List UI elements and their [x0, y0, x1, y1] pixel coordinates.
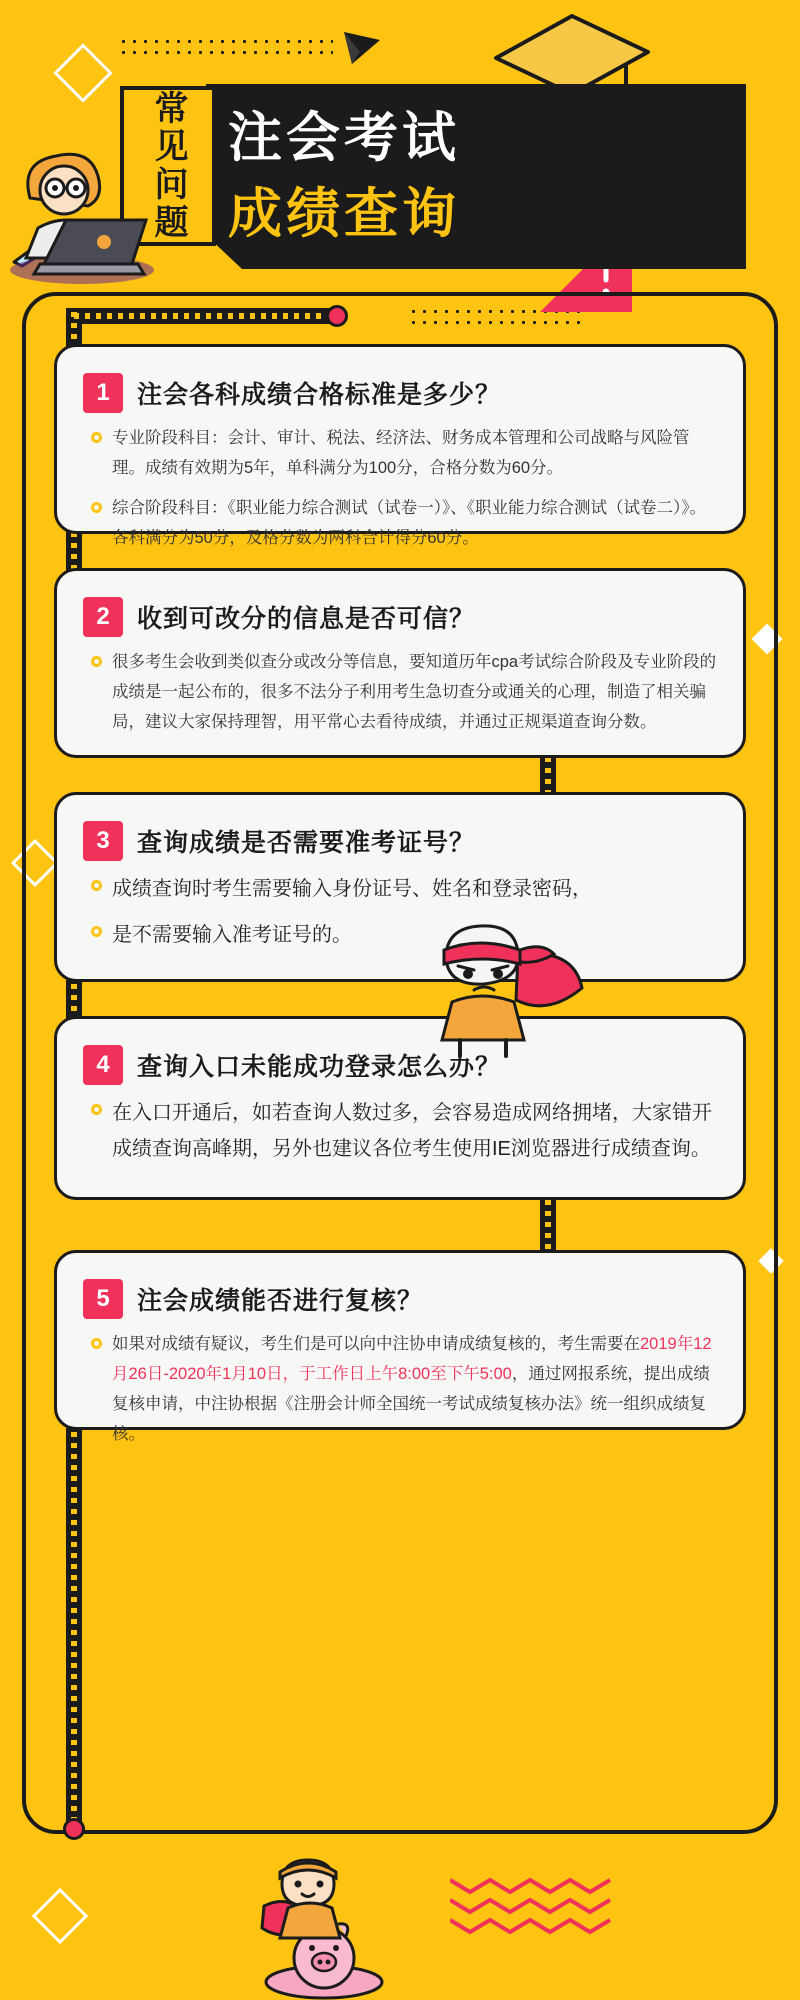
bullet-dot-icon [91, 880, 102, 891]
header-tag-label: 常见问题 [149, 90, 187, 242]
faq-card-1 [54, 344, 746, 547]
zigzag-pattern [450, 1872, 630, 1942]
faq-number-4: 4 [83, 1045, 123, 1085]
bullet-text-highlight: 2019年12月26日-2020年1月10日，于工作日上午8:00至下午5:00 [112, 1335, 712, 1383]
cable-dash-bottom [71, 1432, 77, 1824]
bullet-text: 在入口开通后，如若查询人数过多，会容易造成网络拥堵，大家错开成绩查询高峰期，另外也建议各位考生使用IE浏览器进行成绩查询。 [112, 1102, 712, 1160]
faq-question-3: 查询成绩是否需要准考证号？ [137, 829, 476, 857]
diamond-outline-3 [32, 1888, 89, 1945]
bullet-dot-icon [91, 502, 102, 513]
bullet-dot-icon [91, 656, 102, 667]
bullet-dot-icon [91, 432, 102, 443]
diamond-outline-1 [53, 43, 112, 102]
faq-card-1-bullets [91, 423, 717, 553]
list-item [91, 493, 717, 553]
faq-number-2: 2 [83, 597, 123, 637]
title-line-1: 注会考试 [228, 108, 460, 168]
list-item [91, 647, 717, 737]
student-character [4, 128, 164, 288]
list-item [91, 871, 717, 907]
bullet-dot-icon [91, 926, 102, 937]
bullet-dot-icon [91, 1104, 102, 1115]
bullet-dot-icon [91, 1338, 102, 1349]
cable-endpoint-top [326, 305, 348, 327]
dot-pattern-top [118, 36, 333, 62]
faq-number-3: 3 [83, 821, 123, 861]
faq-card-2 [54, 568, 746, 758]
faq-card-2-head [83, 597, 717, 637]
bullet-text: 是不需要输入准考证号的。 [112, 924, 352, 946]
faq-question-2: 收到可改分的信息是否可信？ [137, 605, 476, 633]
faq-number-1: 1 [83, 373, 123, 413]
list-item [91, 1095, 717, 1167]
cable-endpoint-bottom [63, 1818, 85, 1840]
list-item [91, 1329, 717, 1449]
bullet-text-part-3: ，通过网报系统，提出成绩复核申请，中注协根据《注册会计师全国统一考试成绩复核办法》统一组织成绩复核。 [112, 1365, 710, 1443]
page-title [228, 100, 728, 252]
bullet-text-part-1: 如果对成绩有疑议，考生们是可以向中注协申请成绩复核的，考生需要在 [112, 1335, 640, 1353]
faq-card-2-bullets [91, 647, 717, 737]
faq-question-1: 注会各科成绩合格标准是多少？ [137, 381, 502, 409]
faq-card-3-head [83, 821, 717, 861]
faq-card-4-bullets [91, 1095, 717, 1167]
bullet-text: 成绩查询时考生需要输入身份证号、姓名和登录密码， [112, 878, 592, 900]
faq-card-5-head [83, 1279, 717, 1319]
faq-card-5-bullets [91, 1329, 717, 1449]
faq-card-5 [54, 1250, 746, 1443]
list-item [91, 423, 717, 483]
faq-card-1-head [83, 373, 717, 413]
cable-dash-head-h [74, 313, 332, 319]
bullet-text-rich [112, 1329, 717, 1449]
faq-question-5: 注会成绩能否进行复核？ [137, 1287, 424, 1315]
title-line-2: 成绩查询 [228, 184, 460, 244]
bullet-text: 综合阶段科目：《职业能力综合测试（试卷一）》、《职业能力综合测试（试卷二）》。各科满分为50分，及格分数为两科合计得分60分。 [112, 499, 706, 547]
ninja-character [400, 914, 590, 1064]
paper-plane-icon [340, 26, 384, 70]
bullet-text: 专业阶段科目：会计、审计、税法、经济法、财务成本管理和公司战略与风险管理。成绩有效期为5年，单科满分为100分，合格分数为60分。 [112, 429, 690, 477]
hero-piggy-character [228, 1850, 408, 2000]
faq-question-4: 查询入口未能成功登录怎么办？ [137, 1053, 502, 1081]
faq-number-5: 5 [83, 1279, 123, 1319]
bullet-text: 很多考生会收到类似查分或改分等信息，要知道历年cpa考试综合阶段及专业阶段的成绩是一起公布的，很多不法分子利用考生急切查分或通关的心理，制造了相关骗局，建议大家保持理智，用平常心去看待成绩，并通过正规渠道查询分数。 [112, 653, 717, 731]
